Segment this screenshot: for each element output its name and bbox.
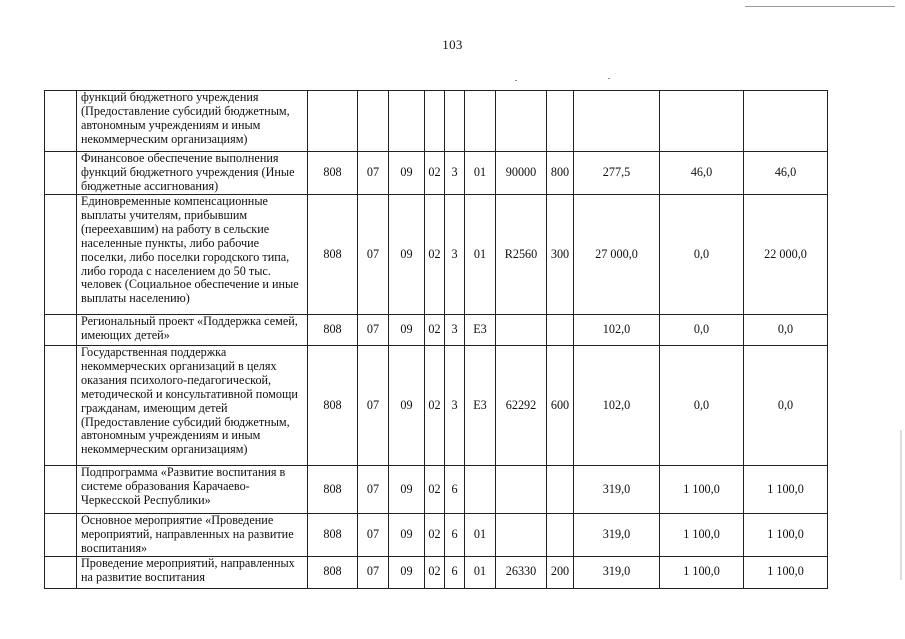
amount-2-cell: 0,0	[660, 195, 744, 315]
ministry-code-cell: 808	[308, 315, 358, 346]
description-cell: Региональный проект «Поддержка семей, имеющих детей»	[77, 315, 308, 346]
scan-speck	[608, 78, 610, 79]
amount-3-cell: 0,0	[744, 315, 828, 346]
amount-1-cell: 102,0	[574, 346, 660, 466]
section-code-cell: 07	[358, 346, 389, 466]
subprogram-code-cell: 6	[445, 514, 465, 557]
amount-1-cell	[574, 91, 660, 152]
table-body	[45, 91, 828, 589]
table-row	[45, 466, 828, 514]
subprogram-code-cell	[445, 91, 465, 152]
direction-code-cell	[496, 466, 547, 514]
ministry-code-cell: 808	[308, 466, 358, 514]
section-code-cell: 07	[358, 556, 389, 588]
ministry-code-cell: 808	[308, 195, 358, 315]
scan-speck	[515, 80, 517, 81]
ministry-code-cell: 808	[308, 152, 358, 195]
amount-3-cell: 1 100,0	[744, 514, 828, 557]
table-row	[45, 346, 828, 466]
row-index-cell	[45, 346, 77, 466]
amount-3-cell	[744, 91, 828, 152]
row-index-cell	[45, 466, 77, 514]
direction-code-cell: 26330	[496, 556, 547, 588]
amount-2-cell: 1 100,0	[660, 466, 744, 514]
event-code-cell: 01	[465, 556, 496, 588]
section-code-cell: 07	[358, 315, 389, 346]
description-cell: Основное мероприятие «Проведение мероприятий, направленных на развитие воспитания»	[77, 514, 308, 557]
program-code-cell: 02	[425, 514, 445, 557]
row-index-cell	[45, 556, 77, 588]
subprogram-code-cell: 3	[445, 195, 465, 315]
direction-code-cell	[496, 514, 547, 557]
subsection-code-cell: 09	[389, 514, 425, 557]
expense-type-cell: 800	[547, 152, 574, 195]
amount-3-cell: 1 100,0	[744, 466, 828, 514]
event-code-cell: 01	[465, 195, 496, 315]
page-number: 103	[442, 37, 463, 52]
amount-3-cell: 46,0	[744, 152, 828, 195]
row-index-cell	[45, 152, 77, 195]
amount-1-cell: 319,0	[574, 514, 660, 557]
scan-edge-rule	[745, 6, 895, 7]
ministry-code-cell: 808	[308, 346, 358, 466]
table-row	[45, 315, 828, 346]
table-row	[45, 514, 828, 557]
subsection-code-cell: 09	[389, 315, 425, 346]
subsection-code-cell	[389, 91, 425, 152]
event-code-cell: 01	[465, 514, 496, 557]
amount-2-cell: 1 100,0	[660, 556, 744, 588]
amount-2-cell	[660, 91, 744, 152]
direction-code-cell: 62292	[496, 346, 547, 466]
subprogram-code-cell: 6	[445, 466, 465, 514]
subprogram-code-cell: 3	[445, 315, 465, 346]
scan-edge-shadow	[900, 430, 902, 580]
expense-type-cell: 300	[547, 195, 574, 315]
description-cell: Подпрограмма «Развитие воспитания в системе образования Карачаево-Черкесской Республики»	[77, 466, 308, 514]
event-code-cell	[465, 466, 496, 514]
table-row	[45, 152, 828, 195]
section-code-cell: 07	[358, 514, 389, 557]
table-row	[45, 195, 828, 315]
row-index-cell	[45, 91, 77, 152]
amount-1-cell: 319,0	[574, 466, 660, 514]
amount-2-cell: 1 100,0	[660, 514, 744, 557]
event-code-cell: 01	[465, 152, 496, 195]
expense-type-cell	[547, 514, 574, 557]
expense-type-cell	[547, 91, 574, 152]
program-code-cell: 02	[425, 152, 445, 195]
direction-code-cell	[496, 91, 547, 152]
amount-2-cell: 0,0	[660, 346, 744, 466]
subsection-code-cell: 09	[389, 346, 425, 466]
description-cell: Проведение мероприятий, направленных на развитие воспитания	[77, 556, 308, 588]
expense-type-cell	[547, 315, 574, 346]
table-row	[45, 91, 828, 152]
event-code-cell	[465, 91, 496, 152]
program-code-cell: 02	[425, 556, 445, 588]
description-cell: Единовременные компенсационные выплаты учителям, прибывшим (переехавшим) на работу в сельские населенные пункты, либо рабочие поселки, либо поселки городского типа, либо города с населением до 50 тыс. человек (Социальное обеспечение и иные выплаты населению)	[77, 195, 308, 315]
budget-table	[44, 90, 828, 589]
row-index-cell	[45, 514, 77, 557]
amount-1-cell: 27 000,0	[574, 195, 660, 315]
ministry-code-cell: 808	[308, 556, 358, 588]
program-code-cell: 02	[425, 195, 445, 315]
description-cell: Финансовое обеспечение выполнения функций бюджетного учреждения (Иные бюджетные ассигнования)	[77, 152, 308, 195]
direction-code-cell: R2560	[496, 195, 547, 315]
amount-3-cell: 22 000,0	[744, 195, 828, 315]
amount-1-cell: 102,0	[574, 315, 660, 346]
subsection-code-cell: 09	[389, 195, 425, 315]
program-code-cell: 02	[425, 346, 445, 466]
amount-2-cell: 0,0	[660, 315, 744, 346]
amount-3-cell: 0,0	[744, 346, 828, 466]
expense-type-cell: 600	[547, 346, 574, 466]
row-index-cell	[45, 195, 77, 315]
event-code-cell: Е3	[465, 346, 496, 466]
program-code-cell: 02	[425, 315, 445, 346]
table-row	[45, 556, 828, 588]
section-code-cell: 07	[358, 195, 389, 315]
direction-code-cell: 90000	[496, 152, 547, 195]
amount-3-cell: 1 100,0	[744, 556, 828, 588]
subsection-code-cell: 09	[389, 152, 425, 195]
subprogram-code-cell: 3	[445, 346, 465, 466]
section-code-cell: 07	[358, 152, 389, 195]
ministry-code-cell: 808	[308, 514, 358, 557]
event-code-cell: Е3	[465, 315, 496, 346]
subprogram-code-cell: 6	[445, 556, 465, 588]
subsection-code-cell: 09	[389, 556, 425, 588]
direction-code-cell	[496, 315, 547, 346]
subprogram-code-cell: 3	[445, 152, 465, 195]
program-code-cell	[425, 91, 445, 152]
amount-2-cell: 46,0	[660, 152, 744, 195]
section-code-cell: 07	[358, 466, 389, 514]
expense-type-cell	[547, 466, 574, 514]
subsection-code-cell: 09	[389, 466, 425, 514]
description-cell: Государственная поддержка некоммерческих организаций в целях оказания психолого-педагогической, методической и консультативной помощи гражданам, имеющим детей (Предоставление субсидий бюджетным, автономным учреждениям и иным некоммерческим организациям)	[77, 346, 308, 466]
section-code-cell	[358, 91, 389, 152]
expense-type-cell: 200	[547, 556, 574, 588]
row-index-cell	[45, 315, 77, 346]
amount-1-cell: 277,5	[574, 152, 660, 195]
ministry-code-cell	[308, 91, 358, 152]
amount-1-cell: 319,0	[574, 556, 660, 588]
program-code-cell: 02	[425, 466, 445, 514]
description-cell: функций бюджетного учреждения (Предоставление субсидий бюджетным, автономным учреждениям и иным некоммерческим организациям)	[77, 91, 308, 152]
